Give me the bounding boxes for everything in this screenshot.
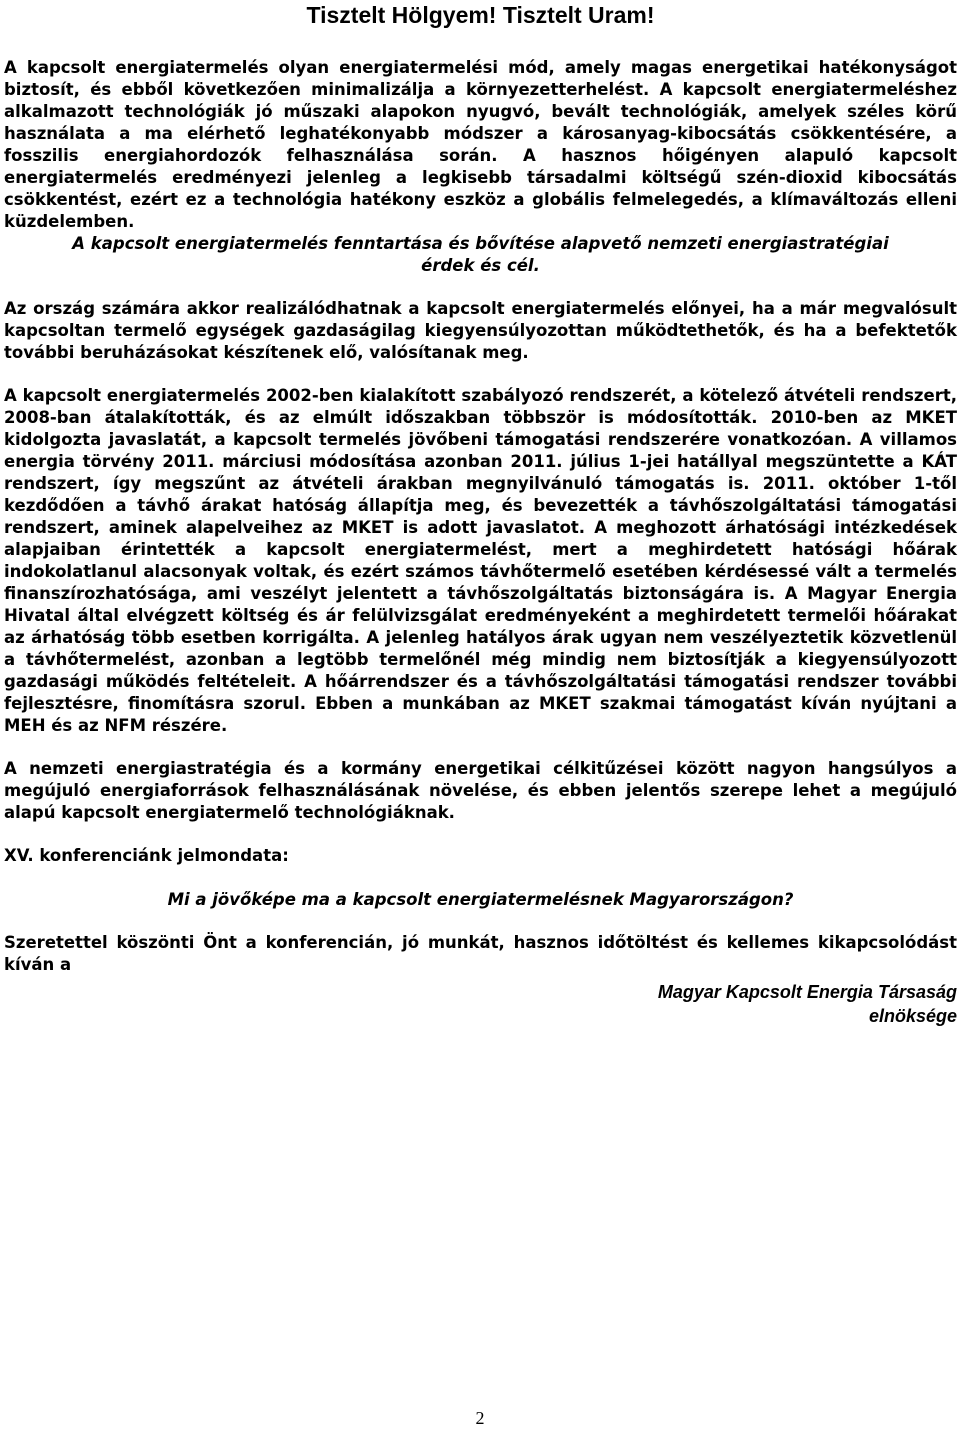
signature-role: elnöksége [868, 1006, 957, 1026]
motto-label: XV. konferenciánk jelmondata: [4, 846, 289, 865]
signature-block [4, 980, 957, 1028]
page-title: Tisztelt Hölgyem! Tisztelt Uram! [306, 2, 655, 28]
paragraph-2: A kapcsolt energiatermelés 2002-ben kialakított szabályozó rendszerét, a kötelező átvételi rendszert, 2008-ban átalakították, és az elmúlt időszakban többször is módosították. 2010-ben az MKET kidolgozta javaslatát, a kapcsolt termelés jövőbeni támogatási rendszerére vonatkozóan. A villamos energia törvény 2011. márciusi módosítása azonban 2011. július 1-jei hatállyal megszüntette a KÁT rendszert, így megszűnt az átvételi árakban megnyilvánuló támogatás is. 2011. október 1-től kezdődően a távhő árakat hatóság állapítja meg, és bevezették a távhőszolgáltatási támogatási rendszert, aminek alapelveihez az MKET is adott javaslatot. A meghozott árhatósági intézkedések alapjaiban érintették a kapcsolt energiatermelést, mert a meghirdetett hatósági hőárak indokolatlanul alacsonyak voltak, és ezért számos távhőtermelő esetében kérdésessé vált a termelés finanszírozhatósága, ami veszélyt jelentett a távhőszolgáltatás biztonságára is. A Magyar Energia Hivatal által elvégzett költség és ár felülvizsgálat eredményeként a meghirdetett termelői hőárakat az árhatóság több esetben korrigálta. A jelenleg hatályos árak ugyan nem veszélyeztetik közvetlenül a távhőtermelést, azonban a legtöbb termelőnél még mindig nem biztosítják a kiegyensúlyozott gazdasági működés feltételeit. A hőárrendszer és a távhőszolgáltatási támogatási rendszer további fejlesztésre, finomításra szorul. Ebben a munkában az MKET szakmai támogatást kíván nyújtani a MEH és az NFM részére. [4, 386, 957, 735]
closing-paragraph: Szeretettel köszönti Önt a konferencián, jó munkát, hasznos időtöltést és kellemes kikapcsolódást kíván a [4, 933, 957, 974]
signature-organization: Magyar Kapcsolt Energia Társaság [657, 982, 957, 1002]
intro-paragraph: A kapcsolt energiatermelés olyan energiatermelési mód, amely magas energetikai hatékonyságot biztosít, és ebből következően minimalizálja a környezetterhelést. A kapcsolt energiatermeléshez alkalmazott technológiák jó műszaki alapokon nyugvó, bevált technológiák, amelyek széles körű használata a ma elérhető leghatékonyabb módszer a károsanyag-kibocsátás csökkentésére, a fosszilis energiahordozók felhasználása során. A hasznos hőigényen alapuló kapcsolt energiatermelés eredményezi jelenleg a legkisebb társadalmi költségű szén-dioxid kibocsátás csökkentést, ezért ez a technológia hatékony eszköz a globális felmelegedés, a klímaváltozás elleni küzdelemben. [4, 58, 957, 231]
intro-emphasis: A kapcsolt energiatermelés fenntartása és bővítése alapvető nemzeti energiastratégiai érdek és cél. [72, 234, 889, 275]
document-page [4, 0, 957, 1028]
paragraph-1: Az ország számára akkor realizálódhatnak a kapcsolt energiatermelés előnyei, ha a már megvalósult kapcsoltan termelő egységek gazdaságilag kiegyensúlyozottan működtethetők, és ha a befektetők további beruházásokat készítenek elő, valósítanak meg. [4, 299, 957, 362]
page-number: 2 [475, 1408, 485, 1428]
paragraph-3: A nemzeti energiastratégia és a kormány energetikai célkitűzései között nagyon hangsúlyos a megújuló energiaforrások felhasználásának növelése, és ebben jelentős szerepe lehet a megújuló alapú kapcsolt energiatermelő technológiáknak. [4, 759, 957, 822]
motto-text: Mi a jövőképe ma a kapcsolt energiatermelésnek Magyarországon? [167, 890, 794, 909]
